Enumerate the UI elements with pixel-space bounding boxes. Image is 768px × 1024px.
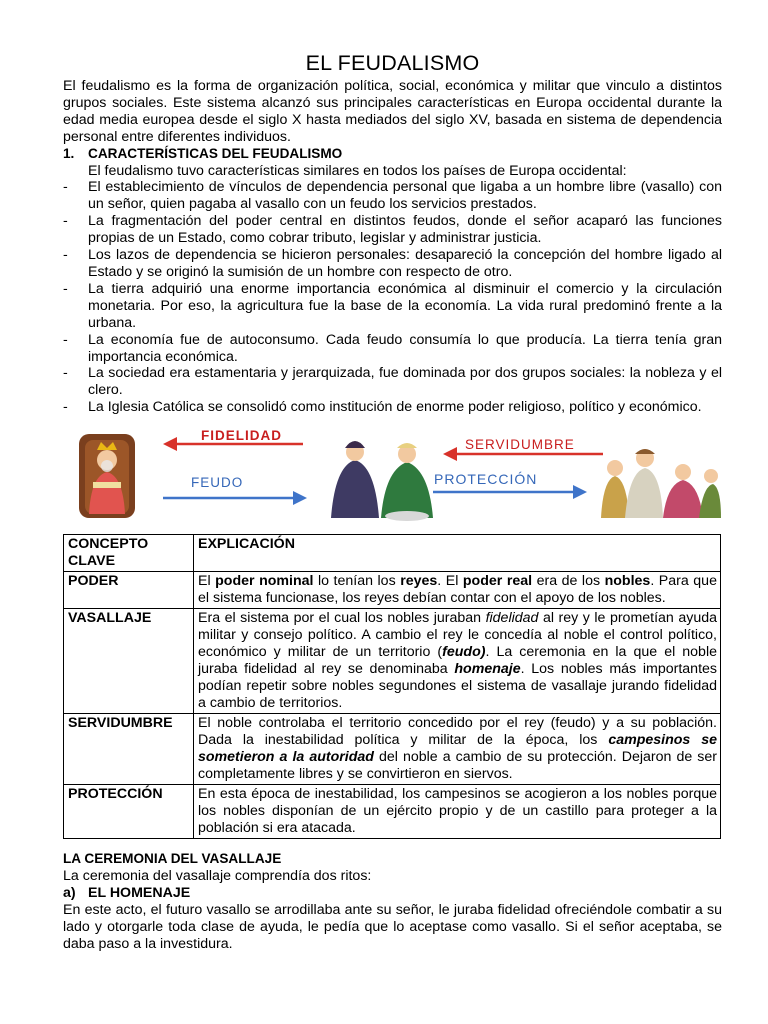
table-row: [64, 572, 721, 609]
section-1-number: 1.: [63, 145, 75, 161]
ceremonia-lead: La ceremonia del vasallaje comprendía dos ritos:: [63, 868, 372, 885]
feudo-label: FEUDO: [191, 475, 244, 491]
homenaje-heading: a) EL HOMENAJE: [63, 884, 191, 901]
list-item: - La Iglesia Católica se consolidó como institución de enorme poder religioso, político y económico.: [63, 399, 702, 416]
nobles-figures: [331, 441, 433, 521]
header-concepto: CONCEPTO CLAVE: [64, 535, 194, 572]
proteccion-label: PROTECCIÓN: [434, 471, 538, 488]
row-explanation: El poder nominal lo tenían los reyes. El poder real era de los nobles. Para que el sistema funcionase, los reyes debían contar con el apoyo de los nobles.: [194, 572, 721, 609]
section-1-heading: [63, 146, 722, 163]
feudal-relations-illustration: [63, 426, 722, 526]
feudo-arrow: [163, 491, 307, 505]
intro-paragraph: El feudalismo es la forma de organización política, social, económica y militar que vinculo a distintos grupos sociales. Este sistema alcanzó sus principales características en Europa occidental durante la edad media europea desde el siglo X hasta mediados del siglo XV, basada en sistema de dependencia personal entre diferentes individuos.: [63, 78, 722, 145]
concepts-table: [63, 534, 721, 839]
proteccion-arrow: [433, 485, 587, 499]
row-explanation: En esta época de inestabilidad, los campesinos se acogieron a los nobles porque los nobles disponían de un ejército propio y de un castillo para proteger a la población si era atacada.: [194, 785, 721, 839]
section-1-lead: El feudalismo tuvo características similares en todos los países de Europa occidental:: [88, 162, 627, 179]
table-row: [64, 714, 721, 785]
row-explanation: El noble controlaba el territorio concedido por el rey (feudo) y a su población. Dada la inestabilidad política y militar de la época, los campesinos se sometieron a la autoridad del noble a cambio de su protección. Dejaron de ser completamente libres y se convirtieron en siervos.: [194, 714, 721, 785]
list-item: - La tierra adquirió una enorme importancia económica al disminuir el comercio y la circulación monetaria. Por eso, la agricultura fue la base de la economía. La vida rural predominó frente a la urbana.: [63, 280, 722, 331]
peasants-figures: [601, 449, 721, 518]
header-explicacion: EXPLICACIÓN: [194, 535, 721, 572]
document-page: [63, 48, 722, 953]
table-row: [64, 609, 721, 714]
section-1-title: CARACTERÍSTICAS DEL FEUDALISMO: [88, 145, 343, 161]
list-item: - La sociedad era estamentaria y jerarquizada, fue dominada por dos grupos sociales: la nobleza y el clero.: [63, 365, 722, 399]
list-item: - La economía fue de autoconsumo. Cada feudo consumía lo que producía. La tierra tenía gran importancia económica.: [63, 331, 722, 365]
fidelidad-label: FIDELIDAD: [201, 428, 282, 444]
table-row: [64, 785, 721, 839]
page-title: EL FEUDALISMO: [305, 51, 480, 75]
king-figure: [79, 434, 135, 518]
homenaje-paragraph: En este acto, el futuro vasallo se arrodillaba ante su señor, le juraba fidelidad ofreciéndole combatir a su lado y otorgarle toda clase de ayuda, le pedía que lo aceptase como vasallo. Si el señor aceptaba, se daba paso a la investidura.: [63, 901, 722, 952]
row-key: PODER: [64, 572, 194, 609]
table-header-row: [64, 535, 721, 572]
servidumbre-label: SERVIDUMBRE: [465, 437, 575, 453]
row-key: SERVIDUMBRE: [64, 714, 194, 785]
feudal-relations-svg: [63, 426, 722, 526]
characteristics-list: [63, 179, 722, 416]
row-explanation: Era el sistema por el cual los nobles juraban fidelidad al rey y le prometían ayuda militar y consejo político. A cambio el rey le concedía al noble el control político, económico y militar de un territorio (feudo). La ceremonia en la que el noble juraba fidelidad al rey se denominaba homenaje. Los nobles más importantes podían repetir sobre nobles segundones el sistema de vasallaje jurando fidelidad a cambio de territorios.: [194, 609, 721, 714]
list-item: - La fragmentación del poder central en distintos feudos, donde el señor acaparó las funciones propias de un Estado, como cobrar tributo, legislar y administrar justicia.: [63, 213, 722, 247]
list-item: - El establecimiento de vínculos de dependencia personal que ligaba a un hombre libre (vasallo) con un señor, quien pagaba al vasallo con un feudo los servicios prestados.: [63, 179, 722, 213]
row-key: PROTECCIÓN: [64, 785, 194, 839]
list-item: - Los lazos de dependencia se hicieron personales: desapareció la concepción del hombre ligado al Estado y se originó la sumisión de un hombre con respecto de otro.: [63, 247, 722, 280]
ceremonia-heading: LA CEREMONIA DEL VASALLAJE: [63, 851, 282, 867]
row-key: VASALLAJE: [64, 609, 194, 714]
